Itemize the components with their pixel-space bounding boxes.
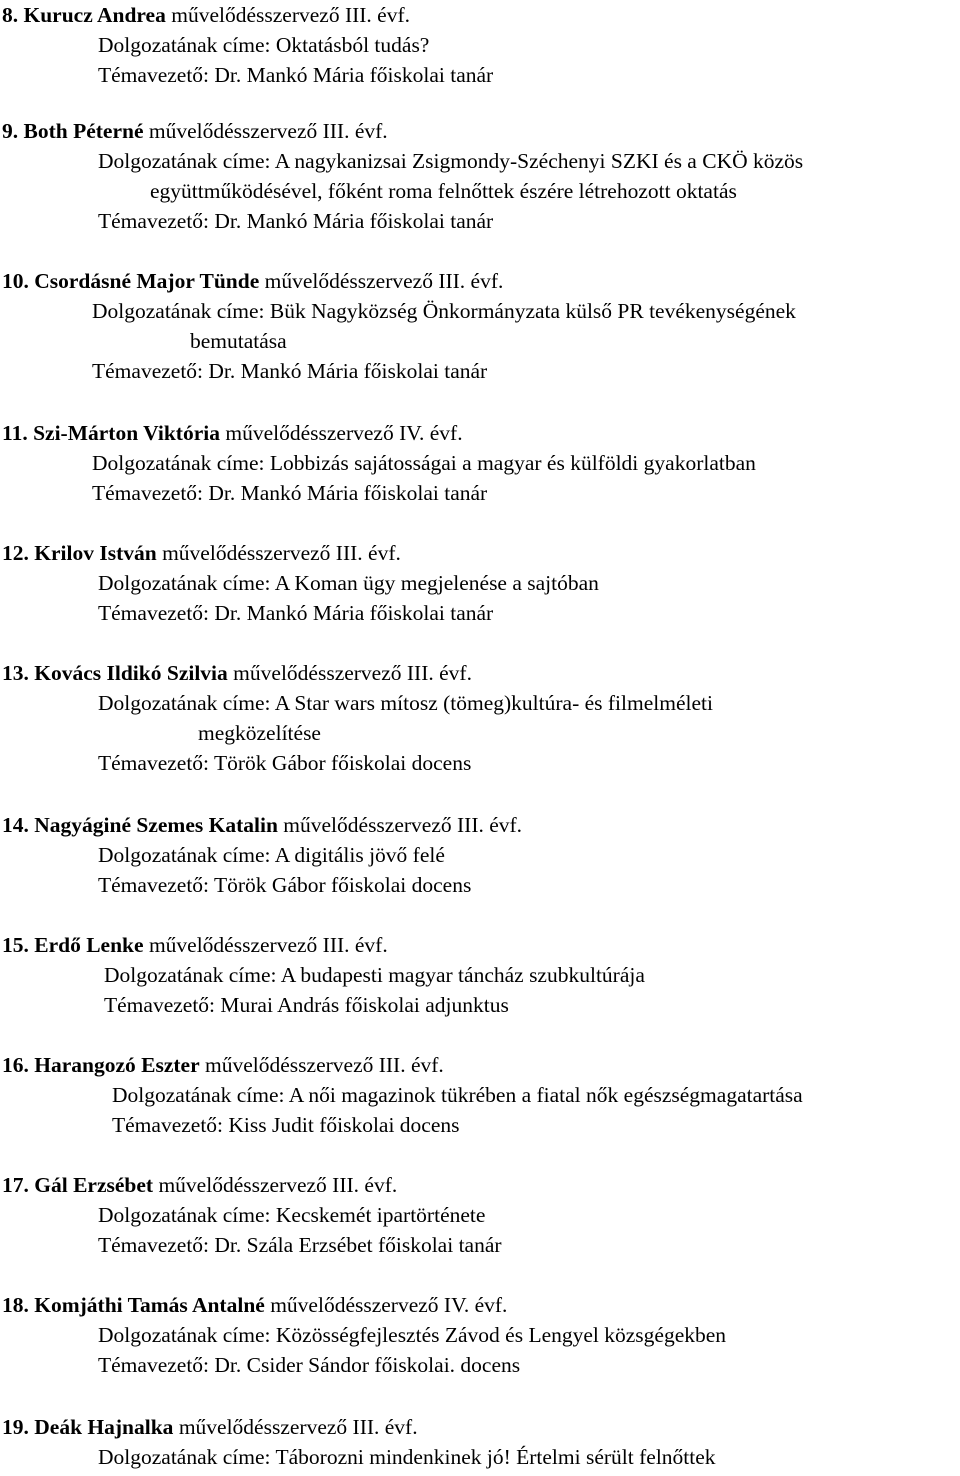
entry-heading xyxy=(2,1412,418,1442)
entry-number: 15. xyxy=(2,933,29,957)
entry-heading xyxy=(2,1170,397,1200)
entry-heading xyxy=(2,930,388,960)
entry-heading xyxy=(2,658,472,688)
thesis-title: Dolgozatának címe: Táborozni mindenkinek jó! Értelmi sérült felnőttek xyxy=(98,1445,716,1469)
study-program: művelődésszervező III. évf. xyxy=(233,661,472,685)
study-program: művelődésszervező III. évf. xyxy=(148,119,388,143)
entry-number: 18. xyxy=(2,1293,29,1317)
thesis-title-continuation: megközelítése xyxy=(198,721,321,745)
study-program: művelődésszervező IV. évf. xyxy=(270,1293,508,1317)
student-name: Komjáthi Tamás Antalné xyxy=(34,1293,265,1317)
thesis-title-continuation: együttműködésével, főként roma felnőttek észére létrehozott oktatás xyxy=(150,179,737,203)
study-program: művelődésszervező III. évf. xyxy=(178,1415,418,1439)
thesis-title: Dolgozatának címe: A női magazinok tükrében a fiatal nők egészségmagatartása xyxy=(112,1083,803,1107)
entry-heading xyxy=(2,266,503,296)
thesis-title: Dolgozatának címe: Bük Nagyközség Önkormányzata külső PR tevékenységének xyxy=(92,299,796,323)
study-program: művelődésszervező IV. évf. xyxy=(225,421,463,445)
thesis-title: Dolgozatának címe: A Star wars mítosz (tömeg)kultúra- és filmelméleti xyxy=(98,691,713,715)
thesis-title-continuation: bemutatása xyxy=(190,329,287,353)
thesis-title: Dolgozatának címe: Kecskemét ipartörténete xyxy=(98,1203,486,1227)
entry-number: 19. xyxy=(2,1415,29,1439)
student-name: Deák Hajnalka xyxy=(34,1415,174,1439)
thesis-title: Dolgozatának címe: Lobbizás sajátosságai a magyar és külföldi gyakorlatban xyxy=(92,451,756,475)
supervisor: Témavezető: Dr. Mankó Mária főiskolai tanár xyxy=(92,359,488,383)
thesis-title: Dolgozatának címe: A digitális jövő felé xyxy=(98,843,445,867)
supervisor: Témavezető: Murai András főiskolai adjunktus xyxy=(104,993,509,1017)
entry-heading xyxy=(2,538,401,568)
study-program: művelődésszervező III. évf. xyxy=(148,933,388,957)
student-name: Csordásné Major Tünde xyxy=(34,269,260,293)
supervisor: Témavezető: Török Gábor főiskolai docens xyxy=(98,873,472,897)
student-name: Gál Erzsébet xyxy=(34,1173,154,1197)
thesis-title: Dolgozatának címe: Közösségfejlesztés Závod és Lengyel közsgégekben xyxy=(98,1323,727,1347)
supervisor: Témavezető: Török Gábor főiskolai docens xyxy=(98,751,472,775)
entry-heading xyxy=(2,418,463,448)
student-name: Both Péterné xyxy=(23,119,144,143)
entry-number: 10. xyxy=(2,269,29,293)
entry-number: 16. xyxy=(2,1053,29,1077)
study-program: művelődésszervező III. évf. xyxy=(205,1053,444,1077)
entry-heading xyxy=(2,1050,444,1080)
entry-number: 11. xyxy=(2,421,28,445)
entry-number: 12. xyxy=(2,541,29,565)
supervisor: Témavezető: Kiss Judit főiskolai docens xyxy=(112,1113,460,1137)
supervisor: Témavezető: Dr. Mankó Mária főiskolai tanár xyxy=(98,209,494,233)
study-program: művelődésszervező III. évf. xyxy=(283,813,523,837)
thesis-title: Dolgozatának címe: A Koman ügy megjelenése a sajtóban xyxy=(98,571,599,595)
entry-number: 17. xyxy=(2,1173,29,1197)
entry-heading xyxy=(2,1290,507,1320)
thesis-title: Dolgozatának címe: A budapesti magyar táncház szubkultúrája xyxy=(104,963,645,987)
entry-number: 13. xyxy=(2,661,29,685)
study-program: művelődésszervező III. évf. xyxy=(171,3,410,27)
supervisor: Témavezető: Dr. Mankó Mária főiskolai tanár xyxy=(98,601,494,625)
entry-heading xyxy=(2,810,522,840)
study-program: művelődésszervező III. évf. xyxy=(158,1173,398,1197)
thesis-title: Dolgozatának címe: Oktatásból tudás? xyxy=(98,33,430,57)
student-name: Erdő Lenke xyxy=(34,933,144,957)
entry-number: 14. xyxy=(2,813,29,837)
student-name: Nagyáginé Szemes Katalin xyxy=(34,813,278,837)
study-program: művelődésszervező III. évf. xyxy=(162,541,401,565)
student-name: Krilov István xyxy=(34,541,157,565)
study-program: művelődésszervező III. évf. xyxy=(264,269,504,293)
student-name: Harangozó Eszter xyxy=(34,1053,200,1077)
entry-number: 8. xyxy=(2,3,19,27)
entry-number: 9. xyxy=(2,119,19,143)
thesis-title: Dolgozatának címe: A nagykanizsai Zsigmondy-Széchenyi SZKI és a CKÖ közös xyxy=(98,149,804,173)
supervisor: Témavezető: Dr. Mankó Mária főiskolai tanár xyxy=(92,481,488,505)
student-name: Szi-Márton Viktória xyxy=(33,421,220,445)
student-name: Kurucz Andrea xyxy=(23,3,166,27)
supervisor: Témavezető: Dr. Csider Sándor főiskolai. docens xyxy=(98,1353,521,1377)
student-name: Kovács Ildikó Szilvia xyxy=(34,661,228,685)
entry-heading xyxy=(2,0,410,30)
entry-heading xyxy=(2,116,388,146)
supervisor: Témavezető: Dr. Szála Erzsébet főiskolai tanár xyxy=(98,1233,502,1257)
supervisor: Témavezető: Dr. Mankó Mária főiskolai tanár xyxy=(98,63,494,87)
